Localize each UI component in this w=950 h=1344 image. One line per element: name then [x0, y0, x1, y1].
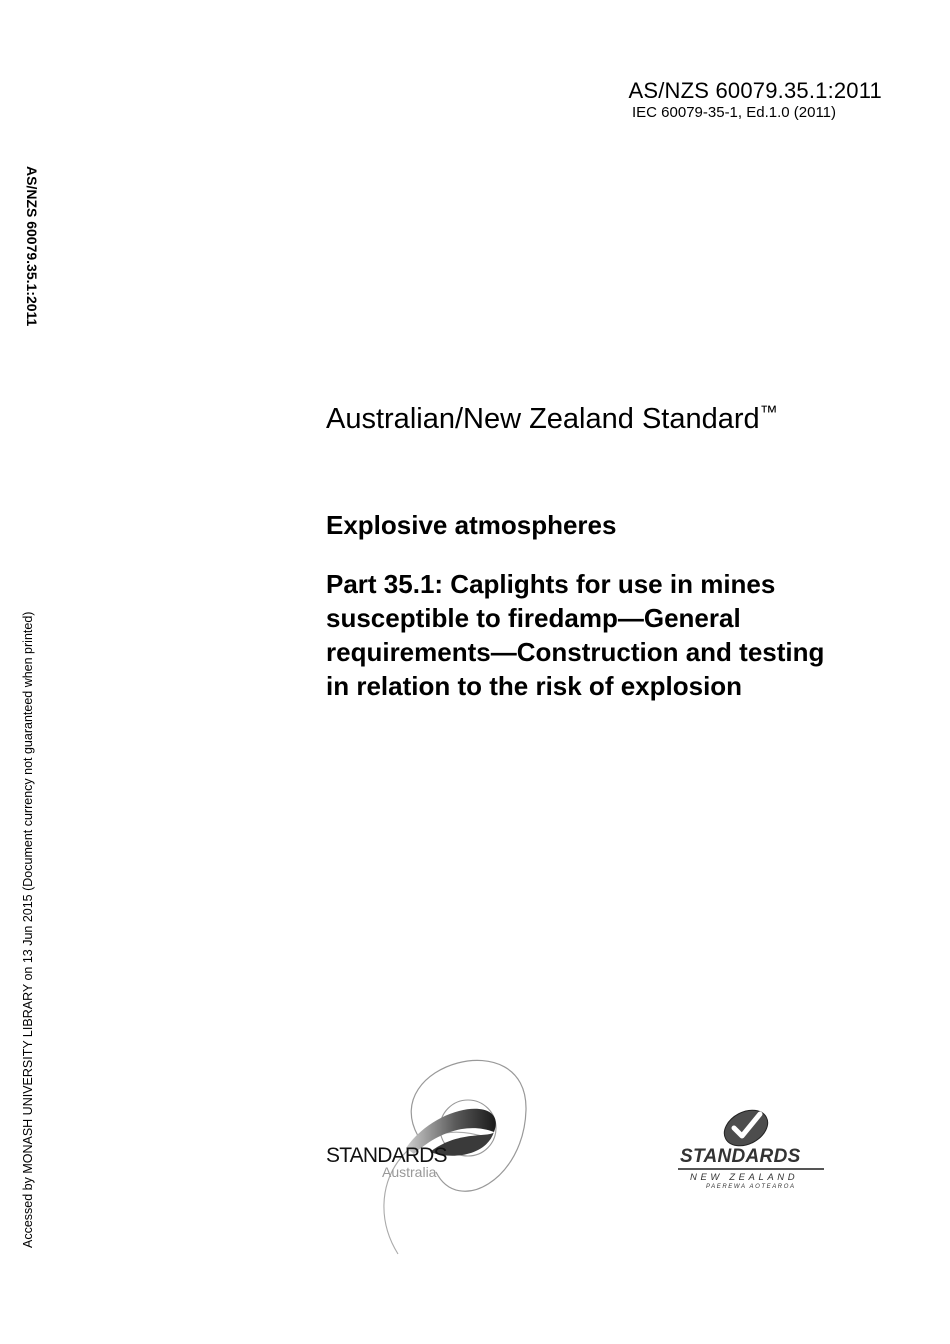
standard-type-heading	[326, 402, 778, 436]
standards-nz-rule	[678, 1168, 824, 1170]
standards-australia-subtitle: Australia	[382, 1164, 437, 1180]
standards-australia-wordmark: STANDARDS	[326, 1144, 447, 1167]
part-title: Part 35.1: Caplights for use in mines susceptible to firedamp—General requirements—Construction and testing in relation to the risk of explosion	[326, 569, 825, 701]
standards-nz-maori: PAEREWA AOTEAROA	[706, 1184, 796, 1190]
spine-standard-code: AS/NZS 60079.35.1:2011	[24, 166, 40, 327]
document-subject: Explosive atmospheres	[326, 510, 617, 540]
standards-nz-wordmark: STANDARDS	[680, 1146, 801, 1167]
iec-reference: IEC 60079-35-1, Ed.1.0 (2011)	[632, 104, 837, 121]
standard-type-text: Australian/New Zealand Standard	[326, 403, 760, 435]
standard-number: AS/NZS 60079.35.1:2011	[628, 78, 882, 103]
standards-nz-country: NEW ZEALAND	[690, 1172, 799, 1183]
checkmark-emblem-icon	[676, 1104, 828, 1148]
standards-australia-logo	[318, 1040, 558, 1260]
trademark-symbol: ™	[759, 402, 778, 422]
standards-new-zealand-logo	[676, 1104, 828, 1194]
access-notice: Accessed by MONASH UNIVERSITY LIBRARY on 13 Jun 2015 (Document currency not guaranteed when printed)	[21, 611, 35, 1248]
